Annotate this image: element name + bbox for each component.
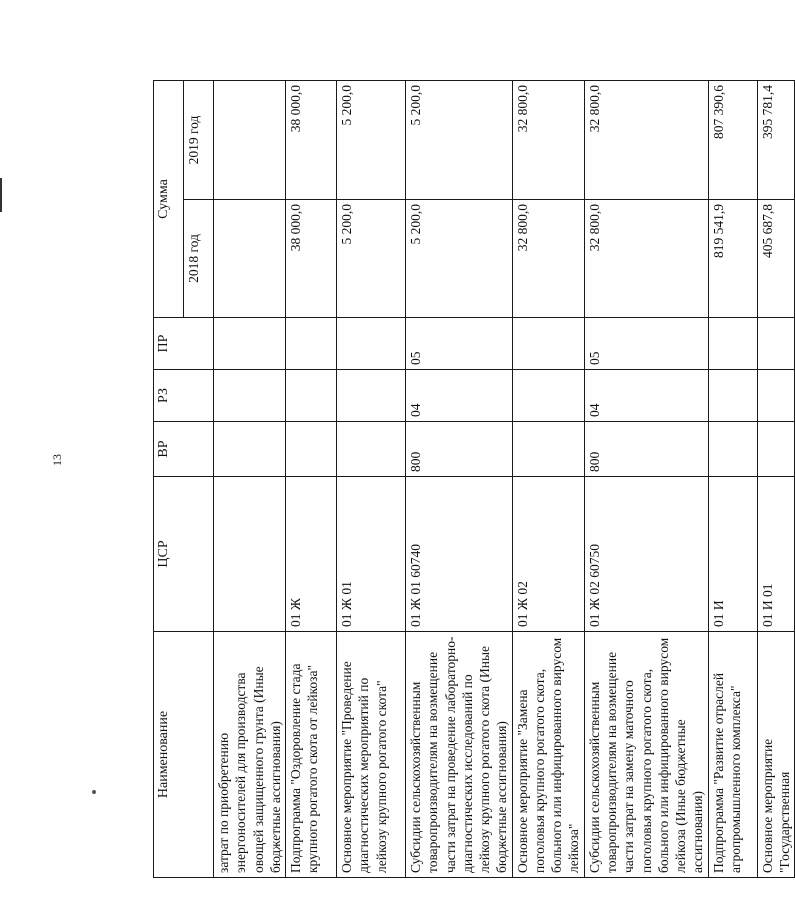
row-2019: 32 800,0 — [584, 81, 708, 200]
table-row — [337, 81, 406, 878]
row-rz — [512, 370, 584, 422]
row-csr: 01 Ж 01 — [337, 477, 406, 632]
row-pr — [214, 318, 286, 370]
row-pr — [757, 318, 795, 370]
row-pr: 05 — [406, 318, 513, 370]
row-2018 — [214, 200, 286, 318]
row-2019 — [214, 81, 286, 200]
table-row — [214, 81, 286, 878]
row-csr: 01 Ж 01 60740 — [406, 477, 513, 632]
table-header-row — [154, 81, 184, 878]
row-name: Субсидии сельскохозяйственным товаропроизводителям на возмещение части затрат на замену маточного поголовья крупного рогатого скота, больного или инфицированного вирусом лейкоза (Иные бюджетные ассигнования) — [584, 632, 708, 878]
row-2018: 32 800,0 — [512, 200, 584, 318]
table-row — [286, 81, 337, 878]
row-vr: 800 — [584, 422, 708, 477]
header-vr: ВР — [154, 422, 214, 477]
row-name: Подпрограмма "Развитие отраслей агропромышленного комплекса" — [708, 632, 757, 878]
row-name: Основное мероприятие "Проведение диагностических мероприятий по лейкозу крупного рогатого скота" — [337, 632, 406, 878]
row-rz — [286, 370, 337, 422]
row-vr — [757, 422, 795, 477]
row-csr: 01 Ж 02 — [512, 477, 584, 632]
row-csr: 01 И — [708, 477, 757, 632]
row-vr — [286, 422, 337, 477]
row-2018: 5 200,0 — [406, 200, 513, 318]
row-rz: 04 — [406, 370, 513, 422]
row-csr — [214, 477, 286, 632]
row-vr — [708, 422, 757, 477]
table-row — [708, 81, 757, 878]
header-csr: ЦСР — [154, 477, 214, 632]
row-2019: 32 800,0 — [512, 81, 584, 200]
header-name: Наименование — [154, 632, 214, 878]
table-row — [512, 81, 584, 878]
row-vr — [337, 422, 406, 477]
table-row — [584, 81, 708, 878]
row-csr: 01 Ж — [286, 477, 337, 632]
header-2019: 2019 год — [184, 81, 214, 200]
row-pr — [337, 318, 406, 370]
row-name: Субсидии сельскохозяйственным товаропроизводителям на возмещение части затрат на проведение лабораторно-диагностических исследований по лейкозу крупного рогатого скота (Иные бюджетные ассигнования) — [406, 632, 513, 878]
header-sum: Сумма — [154, 81, 184, 318]
row-2018: 819 541,9 — [708, 200, 757, 318]
row-2019: 38 000,0 — [286, 81, 337, 200]
row-vr: 800 — [406, 422, 513, 477]
row-name: Основное мероприятие "Замена поголовья крупного рогатого скота, больного или инфицированного вирусом лейкоза" — [512, 632, 584, 878]
row-2018: 38 000,0 — [286, 200, 337, 318]
row-vr — [214, 422, 286, 477]
page-number: 13 — [50, 454, 64, 466]
header-pr: ПР — [154, 318, 214, 370]
row-2019: 5 200,0 — [337, 81, 406, 200]
budget-table — [153, 80, 795, 878]
table-row — [757, 81, 795, 878]
row-2019: 395 781,4 — [757, 81, 795, 200]
row-vr — [512, 422, 584, 477]
row-2018: 405 687,8 — [757, 200, 795, 318]
row-pr — [512, 318, 584, 370]
row-2019: 5 200,0 — [406, 81, 513, 200]
row-rz: 04 — [584, 370, 708, 422]
row-csr: 01 И 01 — [757, 477, 795, 632]
header-rz: РЗ — [154, 370, 214, 422]
table-row — [406, 81, 513, 878]
row-rz — [757, 370, 795, 422]
row-name: Подпрограмма "Оздоровление стада крупного рогатого скота от лейкоза" — [286, 632, 337, 878]
header-2018: 2018 год — [184, 200, 214, 318]
row-2018: 5 200,0 — [337, 200, 406, 318]
row-rz — [708, 370, 757, 422]
row-csr: 01 Ж 02 60750 — [584, 477, 708, 632]
row-pr: 05 — [584, 318, 708, 370]
row-rz — [214, 370, 286, 422]
row-2019: 807 390,6 — [708, 81, 757, 200]
row-name: затрат по приобретению энергоносителей для производства овощей защищенного грунта (Иные бюджетные ассигнования) — [214, 632, 286, 878]
row-name: Основное мероприятие "Государственная — [757, 632, 795, 878]
row-rz — [337, 370, 406, 422]
row-pr — [708, 318, 757, 370]
row-2018: 32 800,0 — [584, 200, 708, 318]
row-pr — [286, 318, 337, 370]
